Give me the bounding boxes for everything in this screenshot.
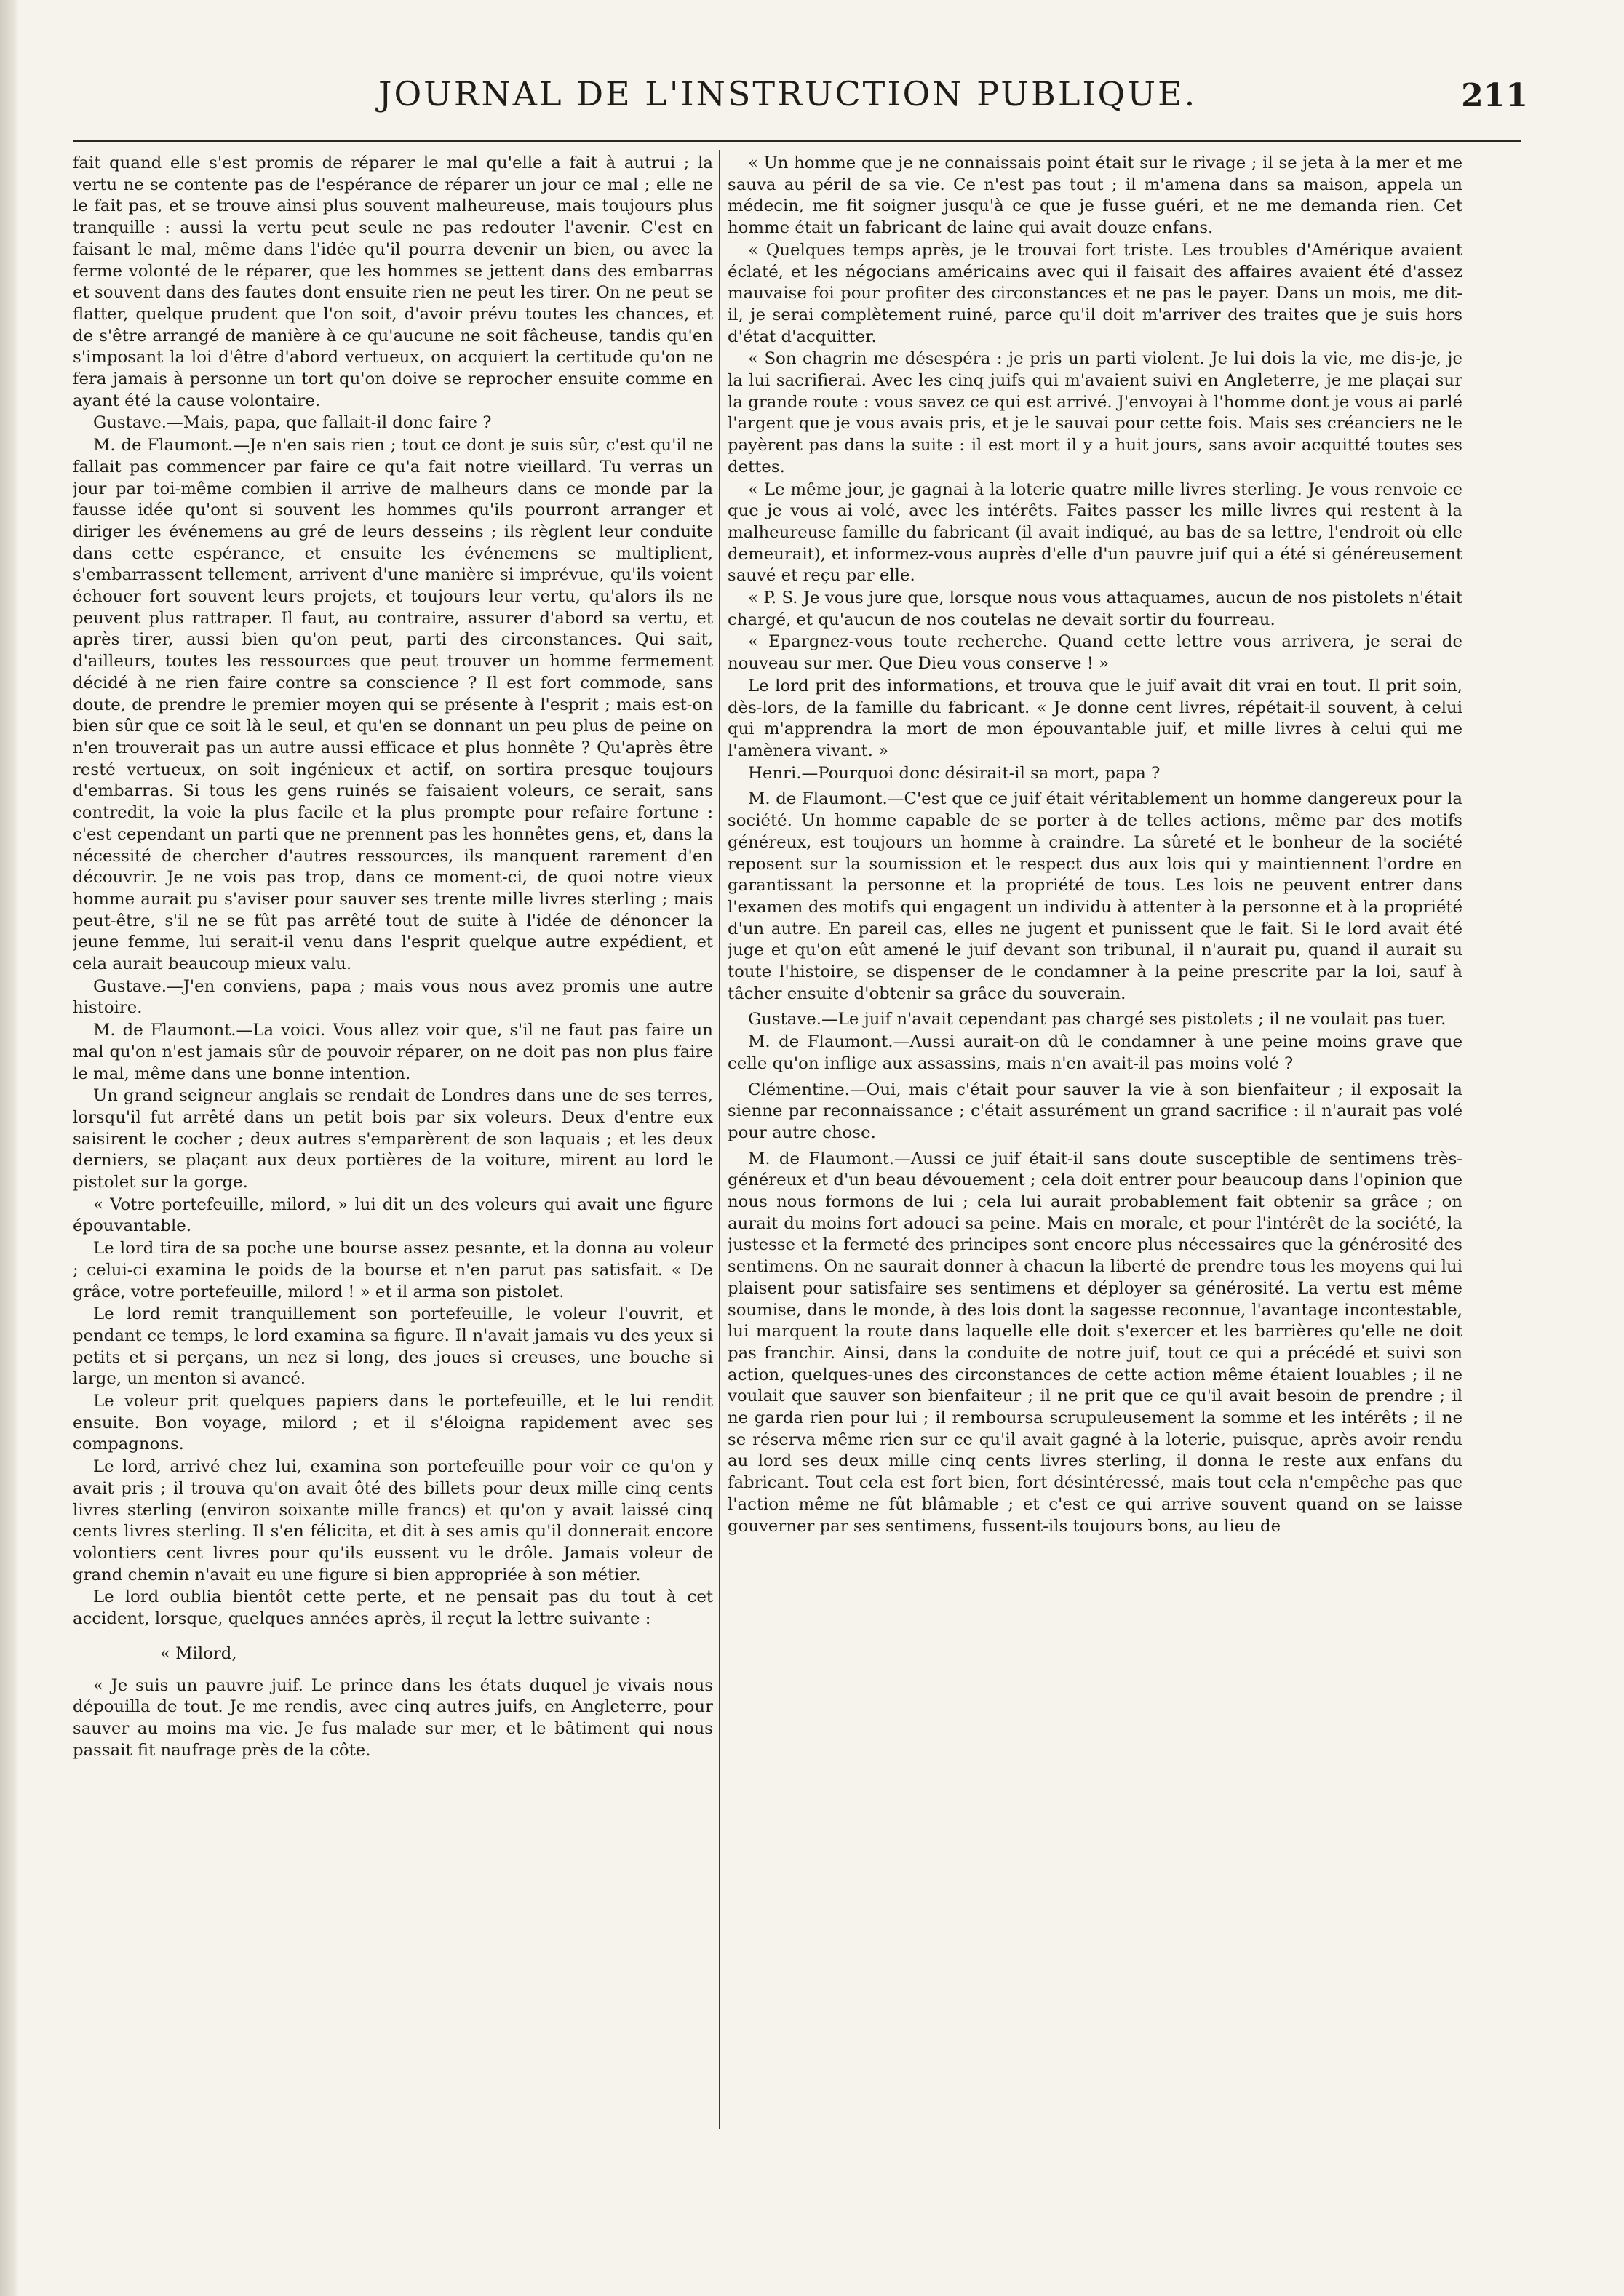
paragraph: Le lord prit des informations, et trouva que le juif avait dit vrai en tout. Il prit soin, dès-lors, de la famille du fabricant. « Je donne cent livres, répétait-il souvent, à celui qui m'apprendra la mort de mon épouvantable juif, et mille livres à celui qui me l'amènera vivant. » [728,676,1462,760]
paragraph: « Le même jour, je gagnai à la loterie quatre mille livres sterling. Je vous renvoie ce que je vous ai volé, avec les intérêts. Faites passer les mille livres qui restent à la malheureuse famille du fabricant (il avait indiqué, au bas de sa lettre, l'endroit où elle demeurait), et informez-vous auprès d'elle d'un pauvre juif qui a été si généreusement sauvé et reçu par elle. [728,479,1462,586]
paragraph: Le lord, arrivé chez lui, examina son portefeuille pour voir ce qu'on y avait pris ; il trouva qu'on avait ôté des billets pour deux mille cinq cents livres sterling (environ soixante mille francs) et qu'on y avait laissé cinq cents livres sterling. Il s'en félicita, et dit à ses amis qu'il donnerait encore volontiers cent livres pour qu'ils eussent vu le drôle. Jamais voleur de grand chemin n'avait eu une figure si bien appropriée à son métier. [73,1457,713,1585]
paragraph: M. de Flaumont.—Je n'en sais rien ; tout ce dont je suis sûr, c'est qu'il ne fallait pas commencer par faire ce qu'a fait notre vieillard. Tu verras un jour par toi-même combien il arrive de malheurs dans ce monde par la fausse idée qu'ont si souvent les hommes qu'ils pourront arranger et diriger les événemens au gré de leurs desseins ; ils règlent leur conduite dans cette espérance, et ensuite les événemens se multiplient, s'embarrassent tellement, arrivent d'une manière si imprévue, qu'ils voient échouer fort souvent leurs projets, et toujours leur vertu, qu'alors ils ne peuvent plus rattraper. Il faut, au contraire, assurer d'abord sa vertu, et après tirer, aussi bien qu'on peut, parti des circonstances. Qui sait, d'ailleurs, toutes les ressources que peut trouver un homme fermement décidé à ne rien faire contre sa conscience ? Il est fort commode, sans doute, de prendre le premier moyen qui se présente à l'esprit ; mais est-on bien sûr que ce soit là le seul, et qu'en se donnant un peu plus de peine on n'en trouverait pas un autre aussi efficace et plus honnête ? Qu'après être resté vertueux, on soit ingénieux et actif, on sortira presque toujours d'embarras. Si tous les gens ruinés se faisaient voleurs, ce serait, sans contredit, la voie la plus facile et la plus prompte pour refaire fortune : c'est cependant un parti que ne prennent pas les honnêtes gens, et, dans la nécessité de chercher d'autres ressources, ils manquent rarement d'en découvrir. Je ne vois pas trop, dans ce moment-ci, de quoi notre vieux homme aurait pu s'aviser pour sauver ses trente mille livres sterling ; mais peut-être, s'il ne se fût pas arrêté tout de suite à l'idée de dénoncer la jeune femme, lui serait-il venu dans l'esprit quelque autre expédient, et cela aurait beaucoup mieux valu. [73,436,713,974]
left-column [73,153,713,2263]
paragraph: Le voleur prit quelques papiers dans le portefeuille, et le lui rendit ensuite. Bon voyage, milord ; et il s'éloigna rapidement avec ses compagnons. [73,1392,713,1454]
paragraph: Henri.—Pourquoi donc désirait-il sa mort, papa ? [748,763,1161,783]
paragraph: M. de Flaumont.—Aussi aurait-on dû le condamner à une peine moins grave que celle qu'on inflige aux assassins, mais n'en avait-il pas moins volé ? [728,1032,1462,1073]
paragraph: Clémentine.—Oui, mais c'était pour sauver la vie à son bienfaiteur ; il exposait la sienne par reconnaissance ; c'était assurément un grand sacrifice : il n'aurait pas volé pour autre chose. [728,1080,1462,1142]
paragraph: Gustave.—Le juif n'avait cependant pas chargé ses pistolets ; il ne voulait pas tuer. [748,1010,1446,1029]
paragraph: « Un homme que je ne connaissais point était sur le rivage ; il se jeta à la mer et me sauva au péril de sa vie. Ce n'est pas tout ; il m'amena dans sa maison, appela un médecin, me fit soigner jusqu'à ce que je fusse guéri, et ne me demanda rien. Cet homme était un fabricant de laine qui avait douze enfans. [728,154,1462,238]
paragraph: « Votre portefeuille, milord, » lui dit un des voleurs qui avait une figure épouvantable. [73,1195,713,1236]
paragraph: « Je suis un pauvre juif. Le prince dans les états duquel je vivais nous dépouilla de tout. Je me rendis, avec cinq autres juifs, en Angleterre, pour sauver au moins ma vie. Je fus malade sur mer, et le bâtiment qui nous passait fit naufrage près de la côte. [73,1675,713,1760]
right-column [728,153,1462,2263]
paragraph: fait quand elle s'est promis de réparer le mal qu'elle a fait à autrui ; la vertu ne se contente pas de l'espérance de réparer un jour ce mal ; elle ne le fait pas, et se trouve ainsi plus souvent malheureuse, mais toujours plus tranquille : aussi la vertu peut seule ne pas redouter l'avenir. C'est en faisant le mal, même dans l'idée qu'il pourra devenir un bien, ou avec la ferme volonté de le réparer, que les hommes se jettent dans des embarras et souvent dans des fautes dont ensuite rien ne peut les tirer. On ne peut se flatter, quelque prudent que l'on soit, d'avoir prévu toutes les chances, et de s'être arrangé de manière à ce qu'aucune ne soit fâcheuse, tandis qu'en s'imposant la loi d'être d'abord vertueux, on acquiert la certitude qu'on ne fera jamais à personne un tort qu'on doive se reprocher ensuite comme en ayant été la cause volontaire. [73,154,713,410]
page-number: 211 [1461,77,1528,114]
running-head: JOURNAL DE L'INSTRUCTION PUBLIQUE. [378,74,1198,113]
paragraph: M. de Flaumont.—Aussi ce juif était-il sans doute susceptible de sentimens très-généreux et d'un beau dévouement ; cela doit entrer pour beaucoup dans l'opinion que nous nous formons de lui ; cela lui aurait probablement fait obtenir sa grâce ; on aurait du moins fort adouci sa peine. Mais en morale, et pour l'intérêt de la société, la justesse et la fermeté des principes sont encore plus nécessaires que la générosité des sentimens. On ne saurait donner à chacun la liberté de prendre tous les moyens qui lui plaisent pour satisfaire ses sentimens et déployer sa générosité. La vertu est même soumise, dans le monde, à des lois dont la sagesse reconnue, l'avantage incontestable, lui marquent la route dans laquelle elle doit s'exercer et les barrières qu'elle ne doit pas franchir. Ainsi, dans la conduite de notre juif, tout ce qui a précédé et suivi son action, quelques-unes des circonstances de cette action même étaient louables ; il ne voulait que sauver son bienfaiteur ; il ne prit que ce qu'il avait besoin de prendre ; il ne garda rien pour lui ; il remboursa scrupuleusement la somme et les intérêts ; il ne se réserva même rien sur ce qu'il avait gagné à la loterie, puisque, après avoir rendu au lord ses deux mille cinq cents livres sterling, il donna le reste aux enfans du fabricant. Tout cela est fort bien, fort désintéressé, mais tout cela n'empêche pas que l'action même ne fût blâmable ; et c'est ce qui arrive souvent quand on se laisse gouverner par ses sentimens, fussent-ils toujours bons, au lieu de [728,1149,1462,1536]
paragraph: M. de Flaumont.—C'est que ce juif était véritablement un homme dangereux pour la société. Un homme capable de se porter à de telles actions, même par des motifs généreux, est toujours un homme à craindre. La sûreté et le bonheur de la société reposent sur la soumission et le respect dus aux lois qui y maintiennent l'ordre en garantissant la personne et la propriété de tous. Les lois ne peuvent entrer dans l'examen des motifs qui engagent un individu à attenter à la personne et à la propriété d'un autre. En pareil cas, elles ne jugent et punissent que le fait. Si le lord avait été juge et qu'on eût amené le juif devant son tribunal, il n'aurait pu, quand il aurait su toute l'histoire, se dispenser de le condamner à la peine prescrite par la loi, sauf à tâcher ensuite d'obtenir sa grâce du souverain. [728,789,1462,1003]
page-header [73,67,1528,125]
letter-salutation: « Milord, [160,1643,237,1663]
paragraph: Le lord remit tranquillement son portefeuille, le voleur l'ouvrit, et pendant ce temps, le lord examina sa figure. Il n'avait jamais vu des yeux si petits et si perçans, un nez si long, des joues si creuses, une bouche si large, un menton si avancé. [73,1304,713,1389]
page-binding-edge [0,0,19,2296]
paragraph: Gustave.—Mais, papa, que fallait-il donc faire ? [93,413,492,433]
paragraph: « Epargnez-vous toute recherche. Quand cette lettre vous arrivera, je serai de nouveau sur mer. Que Dieu vous conserve ! » [728,632,1462,674]
paragraph: « Quelques temps après, je le trouvai fort triste. Les troubles d'Amérique avaient éclaté, et les négocians américains avec qui il faisait des affaires avaient été d'assez mauvaise foi pour profiter des circonstances et ne pas le payer. Dans un mois, me dit-il, je serai complètement ruiné, parce qu'il doit m'arriver des traites que je suis hors d'état d'acquitter. [728,240,1462,346]
paragraph: Le lord tira de sa poche une bourse assez pesante, et la donna au voleur ; celui-ci examina le poids de la bourse et n'en parut pas satisfait. « De grâce, votre portefeuille, milord ! » et il arma son pistolet. [73,1239,713,1302]
paragraph: M. de Flaumont.—La voici. Vous allez voir que, s'il ne faut pas faire un mal qu'on n'est jamais sûr de pouvoir réparer, on ne doit pas non plus faire le mal, même dans une bonne intention. [73,1021,713,1083]
header-rule [73,140,1521,142]
paragraph: Le lord oublia bientôt cette perte, et ne pensait pas du tout à cet accident, lorsque, quelques années après, il reçut la lettre suivante : [73,1587,713,1629]
paragraph: Gustave.—J'en conviens, papa ; mais vous nous avez promis une autre histoire. [73,976,713,1018]
paragraph: « P. S. Je vous jure que, lorsque nous vous attaquames, aucun de nos pistolets n'était chargé, et qu'aucun de nos coutelas ne devait sortir du fourreau. [728,589,1462,629]
column-divider [719,150,720,2129]
paragraph: Un grand seigneur anglais se rendait de Londres dans une de ses terres, lorsqu'il fut arrêté dans un petit bois par six voleurs. Deux d'entre eux saisirent le cocher ; deux autres s'emparèrent de son laquais ; et les deux derniers, se plaçant aux deux portières de la voiture, mirent au lord le pistolet sur la gorge. [73,1086,713,1192]
paragraph: « Son chagrin me désespéra : je pris un parti violent. Je lui dois la vie, me dis-je, je la lui sacrifierai. Avec les cinq juifs qui m'avaient suivi en Angleterre, je me plaçai sur la grande route : vous savez ce qui est arrivé. J'envoyai à l'homme dont je vous ai parlé l'argent que je vous avais pris, et je le sauvai pour cette fois. Mais ses créanciers ne le payèrent pas dans la suite : il est mort il y a huit jours, sans avoir acquitté toutes ses dettes. [728,349,1462,477]
